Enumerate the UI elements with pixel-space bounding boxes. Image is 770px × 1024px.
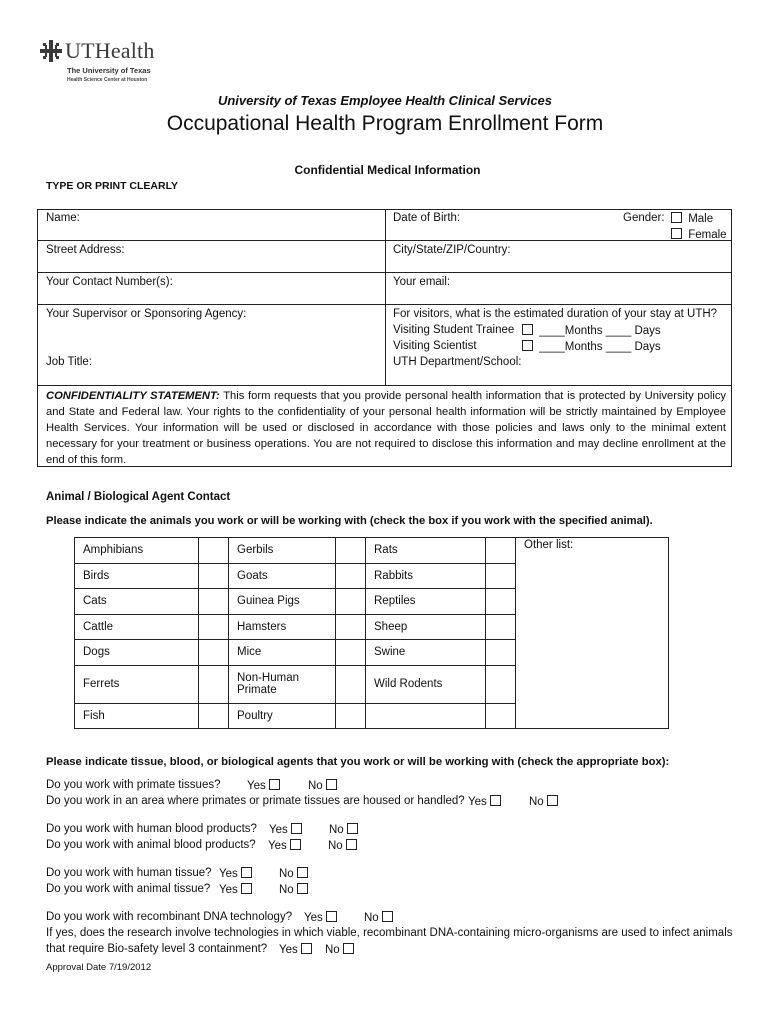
department-field[interactable]: UTH Department/School: [393, 356, 522, 368]
animal-check-cell[interactable] [486, 614, 516, 640]
confidential-heading: Confidential Medical Information [294, 163, 481, 177]
yes-checkbox[interactable] [301, 943, 312, 954]
table-row [75, 538, 669, 564]
question-human-tissue [46, 867, 294, 880]
no-label: No [325, 944, 340, 956]
question-text: that require Bio-safety level 3 containment? [46, 943, 268, 955]
animal-check-cell[interactable] [199, 640, 229, 666]
row-divider [38, 304, 731, 305]
yes-label: Yes [268, 840, 287, 852]
animal-name-cell: Birds [75, 563, 199, 589]
animal-name-cell: Wild Rodents [366, 665, 486, 703]
animal-name-cell: Cattle [75, 614, 199, 640]
yes-label: Yes [247, 780, 266, 792]
question-biosafety-level-3 [46, 943, 340, 956]
no-label: No [328, 840, 343, 852]
animal-check-cell[interactable] [486, 640, 516, 666]
question-text: Do you work with recombinant DNA technology? [46, 911, 293, 923]
animal-check-cell[interactable] [336, 665, 366, 703]
animal-instruction: Please indicate the animals you work or will be working with (check the box if you work with the specified animal). [46, 515, 653, 527]
row-divider [38, 385, 731, 386]
no-label: No [329, 824, 344, 836]
logo-line-1: The University of Texas [67, 66, 151, 75]
uthealth-mark-icon [40, 40, 62, 62]
form-title: Occupational Health Program Enrollment Form [166, 112, 604, 135]
organization-name: University of Texas Employee Health Clinical Services [217, 93, 553, 108]
question-human-blood [46, 823, 344, 836]
animal-check-cell[interactable] [336, 614, 366, 640]
logo-wordmark: UTHealth [65, 38, 155, 63]
visiting-student-label: Visiting Student Trainee [393, 324, 515, 336]
no-label: No [279, 868, 294, 880]
confidentiality-label: CONFIDENTIALITY STATEMENT: [46, 390, 220, 402]
yes-checkbox[interactable] [490, 795, 501, 806]
no-checkbox[interactable] [547, 795, 558, 806]
animal-name-cell: Hamsters [229, 614, 336, 640]
male-checkbox[interactable] [671, 212, 682, 223]
animal-check-cell[interactable] [486, 703, 516, 729]
animal-name-cell: Poultry [229, 703, 336, 729]
male-label: Male [688, 213, 714, 225]
question-primate-tissues [46, 779, 323, 792]
animal-check-cell[interactable] [336, 703, 366, 729]
animal-check-cell[interactable] [486, 538, 516, 564]
street-address-field[interactable]: Street Address: [46, 244, 125, 256]
animal-name-cell: Non-Human Primate [229, 665, 336, 703]
gender-label: Gender: [623, 212, 665, 224]
female-label: Female [688, 229, 727, 241]
animal-check-cell[interactable] [199, 614, 229, 640]
animal-name-cell: Fish [75, 703, 199, 729]
yes-label: Yes [468, 796, 487, 808]
confidentiality-text: This form requests that you provide personal health information that is protected by University policy and State and Federal law. Your rights to the confidentiality of your personal health information will be strictly maintained by Employee Health Services. Your information will be used or disclosed in accordance with those policies and laws only to the minimal extent necessary for your treatment or business operations. You are not required to disclose this information and may decline enrollment at the end of this form. [46, 390, 727, 466]
question-animal-tissue [46, 883, 294, 896]
question-biosafety-line-1 [46, 927, 733, 939]
no-checkbox[interactable] [347, 823, 358, 834]
visiting-scientist-duration[interactable]: ____Months ____ Days [539, 341, 661, 353]
question-text: Do you work with human blood products? [46, 823, 257, 835]
question-primate-area [46, 795, 544, 808]
female-checkbox[interactable] [671, 228, 682, 239]
animal-name-cell: Amphibians [75, 538, 199, 564]
contact-number-field[interactable]: Your Contact Number(s): [46, 276, 173, 288]
animal-check-cell[interactable] [486, 563, 516, 589]
animal-check-cell[interactable] [199, 665, 229, 703]
yes-label: Yes [269, 824, 288, 836]
animal-name-cell: Swine [366, 640, 486, 666]
animal-name-cell: Rats [366, 538, 486, 564]
animal-check-cell[interactable] [336, 563, 366, 589]
no-label: No [308, 780, 323, 792]
animal-table [74, 537, 669, 729]
yes-label: Yes [219, 884, 238, 896]
visiting-scientist-label: Visiting Scientist [393, 340, 477, 352]
no-checkbox[interactable] [326, 779, 337, 790]
email-field[interactable]: Your email: [393, 276, 451, 288]
row-divider [38, 240, 731, 241]
animal-check-cell[interactable] [336, 640, 366, 666]
animal-name-cell: Dogs [75, 640, 199, 666]
visiting-student-checkbox[interactable] [522, 324, 533, 335]
question-text: If yes, does the research involve technologies in which viable, recombinant DNA-containing micro-organisms are used to infect animals [46, 927, 733, 939]
animal-check-cell[interactable] [199, 703, 229, 729]
animal-name-cell: Ferrets [75, 665, 199, 703]
animal-check-cell[interactable] [199, 538, 229, 564]
no-checkbox[interactable] [297, 883, 308, 894]
tissue-heading: Please indicate tissue, blood, or biological agents that you work or will be working with (check the appropriate box): [46, 756, 670, 768]
animal-name-cell: Sheep [366, 614, 486, 640]
animal-name-cell: Reptiles [366, 589, 486, 615]
personal-info-box [37, 209, 732, 467]
visiting-scientist-checkbox[interactable] [522, 340, 533, 351]
animal-contact-heading: Animal / Biological Agent Contact [46, 491, 231, 503]
yes-checkbox[interactable] [241, 883, 252, 894]
city-state-zip-field[interactable]: City/State/ZIP/Country: [393, 244, 511, 256]
no-label: No [364, 912, 379, 924]
yes-label: Yes [219, 868, 238, 880]
animal-check-cell[interactable] [336, 538, 366, 564]
animal-check-cell[interactable] [199, 563, 229, 589]
question-text: Do you work with animal tissue? [46, 883, 211, 895]
no-checkbox[interactable] [382, 911, 393, 922]
question-text: Do you work with primate tissues? [46, 779, 221, 791]
no-label: No [529, 796, 544, 808]
supervisor-field[interactable]: Your Supervisor or Sponsoring Agency: [46, 308, 247, 320]
animal-check-cell[interactable] [336, 589, 366, 615]
animal-name-cell: Guinea Pigs [229, 589, 336, 615]
yes-checkbox[interactable] [269, 779, 280, 790]
logo-line-2: Health Science Center at Houston [67, 77, 148, 83]
row-divider [38, 272, 731, 273]
column-divider [385, 210, 386, 385]
job-title-field[interactable]: Job Title: [46, 356, 93, 368]
yes-label: Yes [279, 944, 298, 956]
animal-name-cell: Goats [229, 563, 336, 589]
question-text: Do you work in an area where primates or primate tissues are housed or handled? [46, 795, 465, 807]
other-animals-field[interactable]: Other list: [516, 538, 669, 729]
yes-label: Yes [304, 912, 323, 924]
yes-checkbox[interactable] [290, 839, 301, 850]
no-label: No [279, 884, 294, 896]
no-checkbox[interactable] [297, 867, 308, 878]
dob-field[interactable]: Date of Birth: [393, 212, 461, 224]
animal-name-cell: Rabbits [366, 563, 486, 589]
type-print-instruction: TYPE OR PRINT CLEARLY [46, 180, 179, 192]
visiting-student-duration[interactable]: ____Months ____ Days [539, 325, 661, 337]
no-checkbox[interactable] [346, 839, 357, 850]
animal-check-cell[interactable] [199, 589, 229, 615]
animal-name-cell: Cats [75, 589, 199, 615]
no-checkbox[interactable] [343, 943, 354, 954]
confidentiality-statement [46, 388, 726, 468]
name-field[interactable]: Name: [46, 212, 80, 224]
question-text: Do you work with animal blood products? [46, 839, 256, 851]
animal-name-cell [366, 703, 486, 729]
animal-name-cell: Gerbils [229, 538, 336, 564]
visitor-duration-question: For visitors, what is the estimated duration of your stay at UTH? [393, 308, 718, 320]
uthealth-logo [40, 38, 170, 84]
yes-checkbox[interactable] [326, 911, 337, 922]
question-animal-blood [46, 839, 343, 852]
yes-checkbox[interactable] [241, 867, 252, 878]
question-recombinant-dna [46, 911, 379, 924]
approval-date: Approval Date 7/19/2012 [46, 962, 152, 973]
animal-check-cell[interactable] [486, 665, 516, 703]
question-text: Do you work with human tissue? [46, 867, 212, 879]
yes-checkbox[interactable] [291, 823, 302, 834]
animal-name-cell: Mice [229, 640, 336, 666]
animal-check-cell[interactable] [486, 589, 516, 615]
